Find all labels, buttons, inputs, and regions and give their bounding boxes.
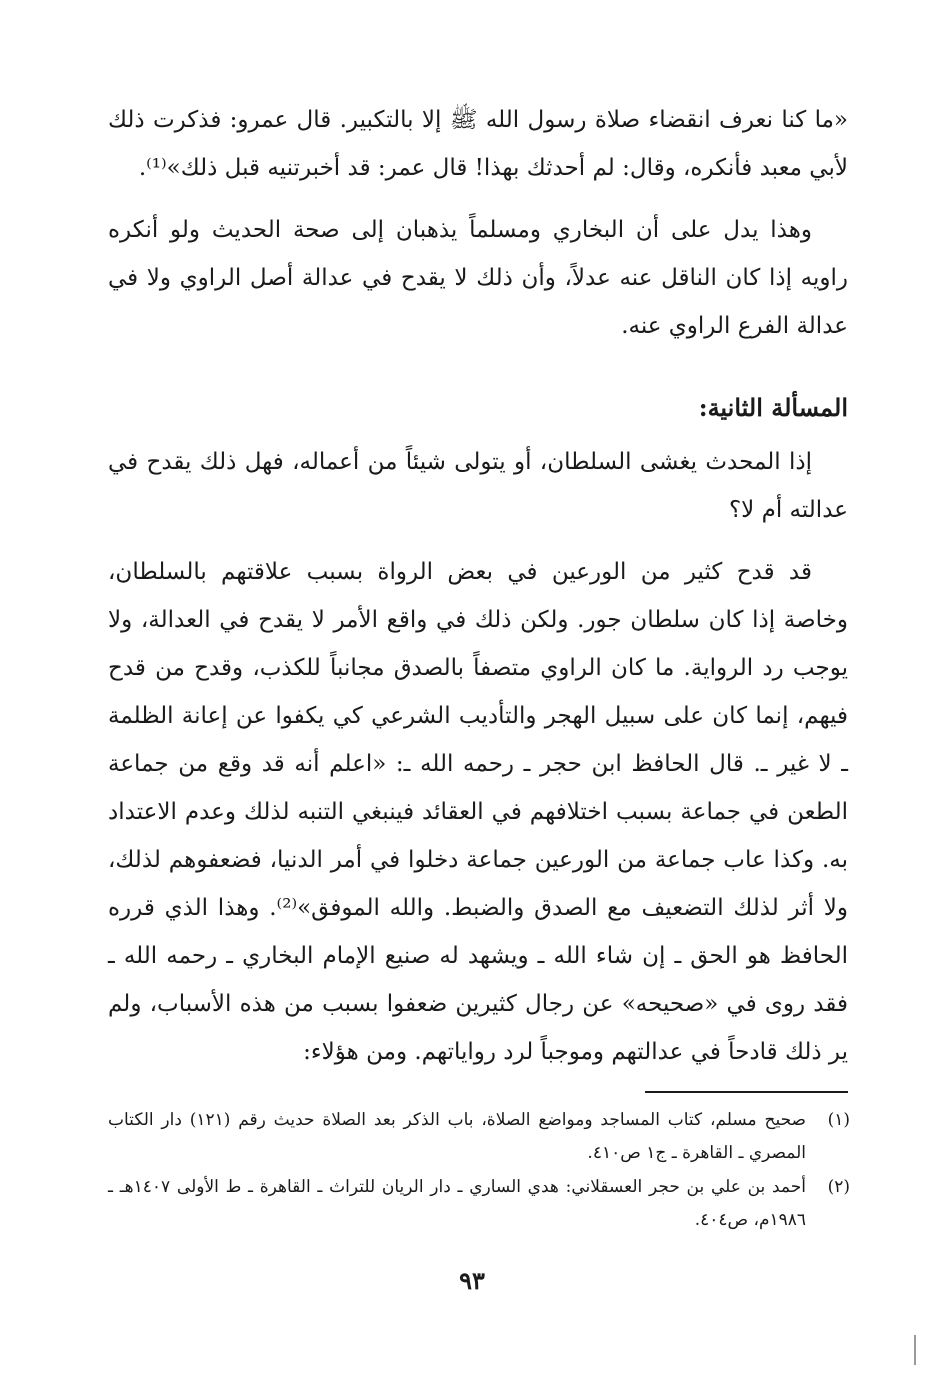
footnote-number: (١) bbox=[827, 1110, 850, 1130]
footnote-item bbox=[108, 1171, 850, 1237]
scan-edge-mark bbox=[914, 1335, 916, 1365]
footnote-item bbox=[108, 1104, 850, 1170]
paragraph-bukhari-muslim: وهذا يدل على أن البخاري ومسلماً يذهبان إلى صحة الحديث ولو أنكره راويه إذا كان الناقل عنه عدلاً، وأن ذلك لا يقدح في عدالة أصل الراوي ولا في عدالة الفرع الراوي عنه. bbox=[108, 217, 848, 339]
paragraph-question: إذا المحدث يغشى السلطان، أو يتولى شيئاً من أعماله، فهل ذلك يقدح في عدالته أم لا؟ bbox=[108, 449, 848, 523]
footnote-divider bbox=[645, 1091, 848, 1093]
footnote-number: (٢) bbox=[827, 1177, 850, 1197]
main-text bbox=[108, 96, 848, 1076]
paragraph-quote-continuation: «ما كنا نعرف انقضاء صلاة رسول الله ﷺ إلا بالتكبير. قال عمرو: فذكرت ذلك لأبي معبد فأنكره، وقال: لم أحدثك بهذا! قال عمر: قد أخبرتنيه قبل ذلك»⁽¹⁾. bbox=[108, 107, 848, 181]
footnote-text: صحيح مسلم، كتاب المساجد ومواضع الصلاة، باب الذكر بعد الصلاة حديث رقم (١٢١) دار الكتاب المصري ـ القاهرة ـ ج١ ص٤١٠. bbox=[108, 1110, 806, 1163]
footnotes bbox=[108, 1104, 850, 1238]
paragraph-discussion: قد قدح كثير من الورعين في بعض الرواة بسبب علاقتهم بالسلطان، وخاصة إذا كان سلطان جور. ولكن ذلك في واقع الأمر لا يقدح في العدالة، ولا يوجب رد الرواية. ما كان الراوي متصفاً بالصدق مجانباً للكذب، وقدح من قدح فيهم، إنما كان على سبيل الهجر والتأديب الشرعي كي يكفوا عن إعانة الظلمة ـ لا غير ـ. قال الحافظ ابن حجر ـ رحمه الله ـ: «اعلم أنه قد وقع من جماعة الطعن في جماعة بسبب اختلافهم في العقائد فينبغي التنبه لذلك وعدم الاعتداد به. وكذا عاب جماعة من الورعين جماعة دخلوا في أمر الدنيا، فضعفوهم لذلك، ولا أثر لذلك التضعيف مع الصدق والضبط. والله الموفق»⁽²⁾. وهذا الذي قرره الحافظ هو الحق ـ إن شاء الله ـ ويشهد له صنيع الإمام البخاري ـ رحمه الله ـ فقد روى في «صحيحه» عن رجال كثيرين ضعفوا بسبب من هذه الأسباب، ولم ير ذلك قادحاً في عدالتهم وموجباً لرد رواياتهم. ومن هؤلاء: bbox=[108, 559, 848, 1065]
footnote-text: أحمد بن علي بن حجر العسقلاني: هدي الساري ـ دار الريان للتراث ـ القاهرة ـ ط الأولى ١٤٠٧هـ ـ ١٩٨٦م، ص٤٠٤. bbox=[108, 1177, 806, 1230]
page-number: ٩٣ bbox=[459, 1266, 485, 1295]
section-heading: المسألة الثانية: bbox=[698, 393, 848, 422]
